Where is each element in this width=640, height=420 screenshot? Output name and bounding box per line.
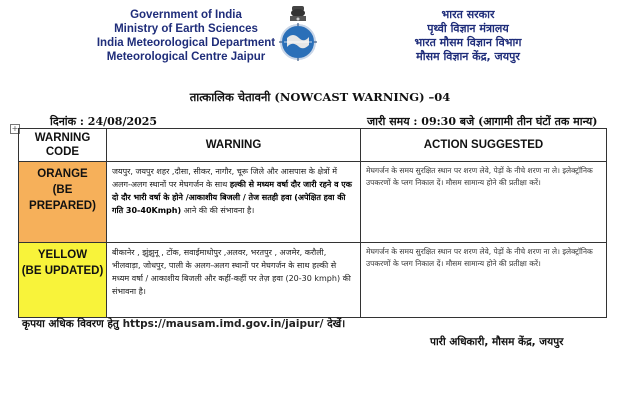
warning-ending: आने की की संभावना है। [183,206,255,215]
table-row [19,162,607,243]
column-header: WARNING CODE [19,129,107,162]
warning-areas: बीकानेर , झुंझुनू , टोंक, सवाईमाधोपुर ,अलवर, भरतपुर , अजमेर, करौली, भीलवाड़ा, जोधपुर, पाली के अलग-अलग स्थानों पर मेघगर्जन के साथ [112,248,327,270]
warning-areas: जयपुर, जयपुर शहर ,दौसा, सीकर, नागौर, चूरू जिले और आसपास के क्षेत्रों में अलग-अलग स्थानों पर मेघगर्जन के साथ [112,167,337,189]
warning-ending: की संभावना है। [112,274,351,296]
header-english-line: Ministry of Earth Sciences [114,23,258,35]
more-info-suffix: देखें। [327,318,346,330]
code-sub-label: (BE PREPARED) [29,184,96,212]
warning-gust: (20-30 kmph) [285,274,341,283]
header-english-line: India Meteorological Department [96,37,276,49]
header-hindi-line: भारत सरकार [441,8,495,21]
warning-text [107,162,361,243]
page-title: तात्कालिक चेतावनी (NOWCAST WARNING) –04 [189,90,451,104]
warning-gust: (अपेक्षित हवा की गति 30-40Kmph) [112,193,346,215]
table-header-row [19,129,607,162]
signature: पारी अधिकारी, मौसम केंद्र, जयपुर [430,336,564,348]
warning-phenomena: हल्की से मध्यम वर्षा / आकाशीय बिजली और कहीं-कहीं पर तेज़ हवा [112,261,337,283]
table-row [19,243,607,318]
more-info-link[interactable]: https://mausam.imd.gov.in/jaipur/ [122,318,324,330]
code-label: ORANGE [37,168,88,180]
warning-text [107,243,361,318]
action-suggested: मेघगर्जन के समय सुरक्षित स्थान पर शरण लेवे, पेड़ों के नीचे शरण ना ले। इलेक्ट्रॉनिक उपकरणों के प्लग निकाल दें। मौसम सामान्य होने की प्रतीक्षा करें। [361,243,607,318]
header-hindi-line: पृथ्वी विज्ञान मंत्रालय [427,22,509,35]
more-info-prefix: कृपया अधिक विवरण हेतु [22,318,119,330]
code-label: YELLOW [37,249,88,261]
code-sub-label: (BE UPDATED) [21,265,104,277]
warning-code-orange [19,162,107,243]
header-english-line: Meteorological Centre Jaipur [106,51,266,63]
column-header: ACTION SUGGESTED [361,129,607,162]
action-suggested: मेघगर्जन के समय सुरक्षित स्थान पर शरण लेवे, पेड़ों के नीचे शरण ना ले। इलेक्ट्रॉनिक उपकरणों के प्लग निकाल दें। मौसम सामान्य होने की प्रतीक्षा करें। [361,162,607,243]
warning-phenomena: हल्की से मध्यम वर्षा दौर जारी रहने व एक दो दौर भारी वर्षा के होने /आकाशीय बिजली / तेज सतही हवा [112,180,352,202]
national-emblem-icon [270,4,326,66]
column-header: WARNING [107,129,361,162]
warning-table [18,128,607,318]
issue-time: जारी समय : 09:30 बजे (आगामी तीन घंटों तक मान्य) [367,115,598,128]
warning-code-yellow [19,243,107,318]
header-english-line: Government of India [130,9,242,21]
header-hindi [360,8,576,64]
header-hindi-line: मौसम विज्ञान केंद्र, जयपुर [416,50,520,63]
more-info [22,317,345,331]
header-hindi-line: भारत मौसम विज्ञान विभाग [414,36,522,49]
table-move-handle-icon[interactable]: + [11,124,19,133]
issue-date: दिनांक : 24/08/2025 [50,115,158,128]
header-english [76,8,296,64]
